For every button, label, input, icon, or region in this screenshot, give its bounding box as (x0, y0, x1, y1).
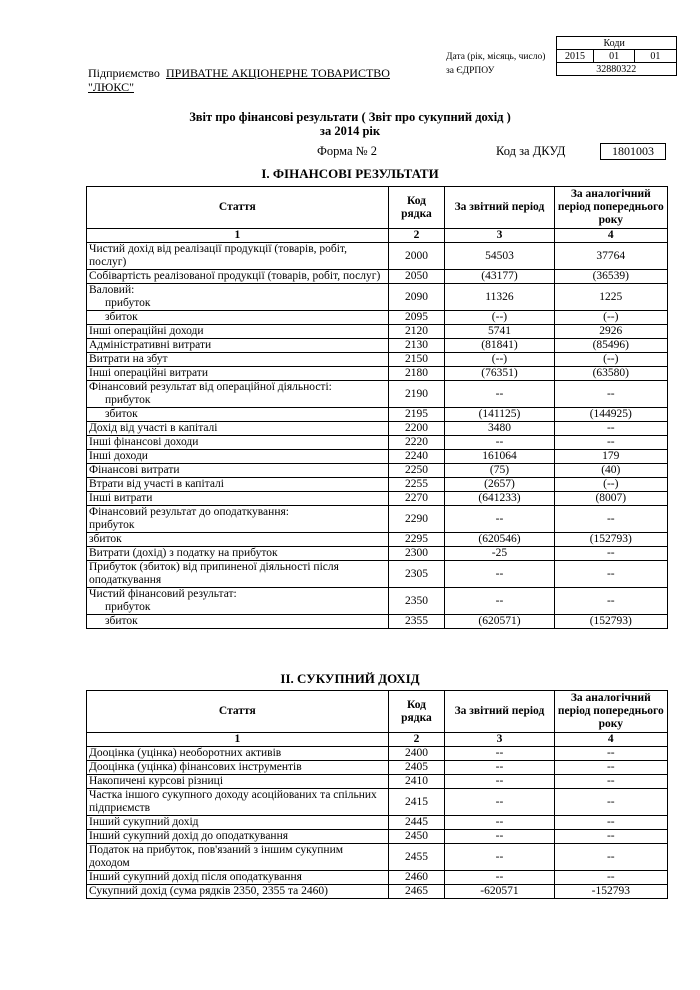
row-previous-value: -- (554, 871, 667, 885)
row-current-value: 3480 (445, 422, 554, 436)
row-previous-value: -- (554, 775, 667, 789)
row-label-text: Податок на прибуток, пов'язаний з іншим сукупним доходом (89, 844, 344, 869)
row-current-value: -- (445, 830, 554, 844)
row-code: 2305 (388, 561, 445, 588)
row-previous-value: (152793) (554, 615, 667, 629)
row-current-value: (141125) (445, 408, 554, 422)
row-code: 2150 (388, 353, 445, 367)
row-previous-value: (63580) (554, 367, 667, 381)
row-label (87, 547, 389, 561)
table-row (87, 816, 668, 830)
row-current-value: 5741 (445, 325, 554, 339)
row-current-value: 54503 (445, 243, 554, 270)
row-previous-value: -- (554, 561, 667, 588)
row-label (87, 761, 389, 775)
row-code: 2295 (388, 533, 445, 547)
row-label-text: Втрати від участі в капіталі (89, 478, 224, 490)
col-header-previous: За аналогічний період попереднього року (554, 187, 667, 229)
row-current-value: (641233) (445, 492, 554, 506)
codes-box (556, 36, 677, 76)
row-code: 2220 (388, 436, 445, 450)
row-label-text: Інші доходи (89, 450, 148, 462)
row-previous-value: -- (554, 547, 667, 561)
row-code: 2450 (388, 830, 445, 844)
row-current-value: -- (445, 816, 554, 830)
table-row (87, 747, 668, 761)
column-numbers-row (87, 229, 668, 243)
section-2-title: II. СУКУПНИЙ ДОХІД (280, 671, 420, 686)
table-row (87, 270, 668, 284)
company-name-line-1: ПРИВАТНЕ АКЦІОНЕРНЕ ТОВАРИСТВО (166, 66, 390, 80)
table-row (87, 492, 668, 506)
row-label-text: Сукупний дохід (сума рядків 2350, 2355 та 2460) (89, 885, 328, 897)
col-number: 1 (87, 229, 389, 243)
row-previous-value: -- (554, 588, 667, 615)
row-previous-value: -- (554, 844, 667, 871)
row-code: 2130 (388, 339, 445, 353)
row-label-text: збиток (89, 533, 122, 545)
row-previous-value: -- (554, 506, 667, 533)
table-row (87, 885, 668, 899)
table-row (87, 464, 668, 478)
row-current-value: -- (445, 381, 554, 408)
row-label-text: Інші фінансові доходи (89, 436, 199, 448)
row-code: 2445 (388, 816, 445, 830)
row-current-value: (75) (445, 464, 554, 478)
col-header-current: За звітний період (445, 691, 554, 733)
row-label (87, 506, 389, 533)
row-label-text: Витрати (дохід) з податку на прибуток (89, 547, 278, 559)
row-label-text: Інші витрати (89, 492, 153, 504)
row-label-text: Чистий фінансовий результат: (89, 588, 237, 600)
row-sublabel: збиток (105, 615, 138, 627)
table-row (87, 775, 668, 789)
row-code: 2240 (388, 450, 445, 464)
row-label (87, 561, 389, 588)
form-label: Форма № 2 (317, 144, 377, 158)
col-number: 1 (87, 733, 389, 747)
row-label (87, 408, 389, 422)
row-label (87, 885, 389, 899)
codes-title: Коди (594, 37, 677, 50)
date-day: 01 (635, 50, 676, 63)
table-row (87, 381, 668, 408)
row-label-text: Адміністративні витрати (89, 339, 212, 351)
row-current-value: (--) (445, 311, 554, 325)
row-label (87, 381, 389, 408)
row-previous-value: (--) (554, 311, 667, 325)
row-previous-value: -- (554, 747, 667, 761)
report-period: за 2014 рік (319, 124, 381, 138)
row-code: 2465 (388, 885, 445, 899)
row-label (87, 339, 389, 353)
table-row (87, 761, 668, 775)
row-code: 2090 (388, 284, 445, 311)
row-previous-value: -- (554, 816, 667, 830)
date-label: Дата (рік, місяць, число) (446, 52, 546, 62)
report-title: Звіт про фінансові результати ( Звіт про сукупний дохід ) (189, 110, 511, 124)
row-current-value: (620546) (445, 533, 554, 547)
row-label (87, 422, 389, 436)
table-row (87, 339, 668, 353)
row-code: 2120 (388, 325, 445, 339)
row-code: 2000 (388, 243, 445, 270)
row-label (87, 789, 389, 816)
row-label-text: Фінансові витрати (89, 464, 180, 476)
row-label (87, 478, 389, 492)
col-number: 4 (554, 733, 667, 747)
row-label-text: Прибуток (збиток) від припиненої діяльності після оподаткування (89, 561, 339, 586)
table-row (87, 615, 668, 629)
row-label-text: Дооцінка (уцінка) фінансових інструментів (89, 761, 302, 773)
row-label (87, 775, 389, 789)
row-current-value: -- (445, 561, 554, 588)
row-code: 2250 (388, 464, 445, 478)
table-row (87, 830, 668, 844)
row-label-text: Інші операційні доходи (89, 325, 204, 337)
row-label (87, 450, 389, 464)
row-label-text: Фінансовий результат до оподаткування: (89, 506, 289, 518)
row-code: 2180 (388, 367, 445, 381)
table-row (87, 325, 668, 339)
row-previous-value: (152793) (554, 533, 667, 547)
row-current-value: -- (445, 747, 554, 761)
row-label (87, 353, 389, 367)
row-previous-value: -- (554, 789, 667, 816)
row-label-text: Дохід від участі в капіталі (89, 422, 218, 434)
company-label: Підприємство (88, 66, 160, 80)
row-code: 2190 (388, 381, 445, 408)
row-code: 2400 (388, 747, 445, 761)
row-label (87, 284, 389, 311)
row-previous-value: -- (554, 436, 667, 450)
row-current-value: -- (445, 844, 554, 871)
col-number: 2 (388, 733, 445, 747)
table-row (87, 533, 668, 547)
row-code: 2355 (388, 615, 445, 629)
col-number: 3 (445, 733, 554, 747)
row-label-text: Накопичені курсові різниці (89, 775, 224, 787)
row-label (87, 325, 389, 339)
row-previous-value: 37764 (554, 243, 667, 270)
dkud-label: Код за ДКУД (496, 144, 566, 158)
row-label (87, 270, 389, 284)
row-label (87, 844, 389, 871)
row-label (87, 492, 389, 506)
row-previous-value: (8007) (554, 492, 667, 506)
row-label-text: Дооцінка (уцінка) необоротних активів (89, 747, 282, 759)
row-sublabel: прибуток (105, 601, 151, 613)
col-number: 2 (388, 229, 445, 243)
col-header-stattia: Стаття (87, 187, 389, 229)
row-label-text: Фінансовий результат від операційної діяльності: (89, 381, 332, 393)
row-current-value: -- (445, 506, 554, 533)
table-row (87, 478, 668, 492)
row-previous-value: (36539) (554, 270, 667, 284)
row-current-value: (2657) (445, 478, 554, 492)
table-row (87, 436, 668, 450)
comprehensive-income-table (86, 690, 668, 899)
row-sublabel: прибуток (89, 519, 135, 531)
row-code: 2195 (388, 408, 445, 422)
row-code: 2200 (388, 422, 445, 436)
table-row (87, 367, 668, 381)
row-label (87, 243, 389, 270)
row-previous-value: 2926 (554, 325, 667, 339)
row-previous-value: -- (554, 761, 667, 775)
table-row (87, 422, 668, 436)
row-label-text: Інший сукупний дохід до оподаткування (89, 830, 289, 842)
table-row (87, 284, 668, 311)
row-previous-value: (85496) (554, 339, 667, 353)
row-code: 2350 (388, 588, 445, 615)
row-current-value: -- (445, 588, 554, 615)
row-previous-value: -- (554, 830, 667, 844)
row-current-value: 11326 (445, 284, 554, 311)
table-header-row (87, 187, 668, 229)
row-current-value: 161064 (445, 450, 554, 464)
col-header-kod: Код рядка (388, 187, 445, 229)
row-label (87, 311, 389, 325)
row-current-value: -25 (445, 547, 554, 561)
row-previous-value: -- (554, 422, 667, 436)
col-number: 3 (445, 229, 554, 243)
row-previous-value: -152793 (554, 885, 667, 899)
table-row (87, 450, 668, 464)
row-label (87, 367, 389, 381)
col-header-kod: Код рядка (388, 691, 445, 733)
table-row (87, 588, 668, 615)
row-label-text: Інші операційні витрати (89, 367, 208, 379)
row-current-value: -- (445, 436, 554, 450)
row-current-value: -620571 (445, 885, 554, 899)
row-label-text: Чистий дохід від реалізації продукції (товарів, робіт, послуг) (89, 243, 347, 268)
row-current-value: -- (445, 871, 554, 885)
row-current-value: -- (445, 775, 554, 789)
row-current-value: (--) (445, 353, 554, 367)
row-code: 2455 (388, 844, 445, 871)
row-label (87, 464, 389, 478)
table-row (87, 311, 668, 325)
row-previous-value: 179 (554, 450, 667, 464)
row-code: 2255 (388, 478, 445, 492)
row-label-text: Частка іншого сукупного доходу асоційованих та спільних підприємств (89, 789, 377, 814)
row-current-value: (620571) (445, 615, 554, 629)
row-code: 2460 (388, 871, 445, 885)
row-previous-value: (40) (554, 464, 667, 478)
dkud-code: 1801003 (600, 143, 666, 160)
table-row (87, 506, 668, 533)
company-name-line-2: "ЛЮКС" (88, 80, 134, 94)
row-label (87, 871, 389, 885)
row-sublabel: прибуток (105, 394, 151, 406)
financial-results-body (87, 243, 668, 629)
table-row (87, 547, 668, 561)
row-current-value: -- (445, 761, 554, 775)
row-code: 2300 (388, 547, 445, 561)
col-header-current: За звітний період (445, 187, 554, 229)
row-previous-value: (144925) (554, 408, 667, 422)
row-label (87, 533, 389, 547)
col-number: 4 (554, 229, 667, 243)
table-row (87, 243, 668, 270)
row-label-text: Інший сукупний дохід після оподаткування (89, 871, 302, 883)
row-previous-value: -- (554, 381, 667, 408)
row-sublabel: прибуток (105, 297, 151, 309)
row-sublabel: збиток (105, 311, 138, 323)
row-label-text: Валовий: (89, 284, 135, 296)
row-code: 2095 (388, 311, 445, 325)
col-header-stattia: Стаття (87, 691, 389, 733)
row-code: 2050 (388, 270, 445, 284)
row-code: 2415 (388, 789, 445, 816)
row-current-value: (43177) (445, 270, 554, 284)
table-row (87, 871, 668, 885)
row-current-value: (81841) (445, 339, 554, 353)
table-header-row (87, 691, 668, 733)
row-code: 2410 (388, 775, 445, 789)
row-previous-value: 1225 (554, 284, 667, 311)
edrpou-code: 32880322 (557, 63, 677, 76)
table-row (87, 353, 668, 367)
row-label (87, 830, 389, 844)
row-current-value: (76351) (445, 367, 554, 381)
date-month: 01 (594, 50, 635, 63)
date-year: 2015 (557, 50, 594, 63)
row-label-text: Собівартість реалізованої продукції (товарів, робіт, послуг) (89, 270, 381, 282)
row-label (87, 588, 389, 615)
table-row (87, 408, 668, 422)
row-sublabel: збиток (105, 408, 138, 420)
row-code: 2290 (388, 506, 445, 533)
col-header-previous: За аналогічний період попереднього року (554, 691, 667, 733)
table-row (87, 844, 668, 871)
financial-results-table (86, 186, 668, 629)
row-label-text: Інший сукупний дохід (89, 816, 199, 828)
edrpou-label: за ЄДРПОУ (446, 66, 495, 76)
row-code: 2270 (388, 492, 445, 506)
table-row (87, 789, 668, 816)
comprehensive-income-body (87, 747, 668, 899)
row-label (87, 747, 389, 761)
row-label (87, 615, 389, 629)
row-current-value: -- (445, 789, 554, 816)
row-previous-value: (--) (554, 353, 667, 367)
row-label-text: Витрати на збут (89, 353, 168, 365)
column-numbers-row (87, 733, 668, 747)
row-label (87, 436, 389, 450)
table-row (87, 561, 668, 588)
row-label (87, 816, 389, 830)
row-code: 2405 (388, 761, 445, 775)
row-previous-value: (--) (554, 478, 667, 492)
section-1-title: I. ФІНАНСОВІ РЕЗУЛЬТАТИ (261, 166, 439, 181)
